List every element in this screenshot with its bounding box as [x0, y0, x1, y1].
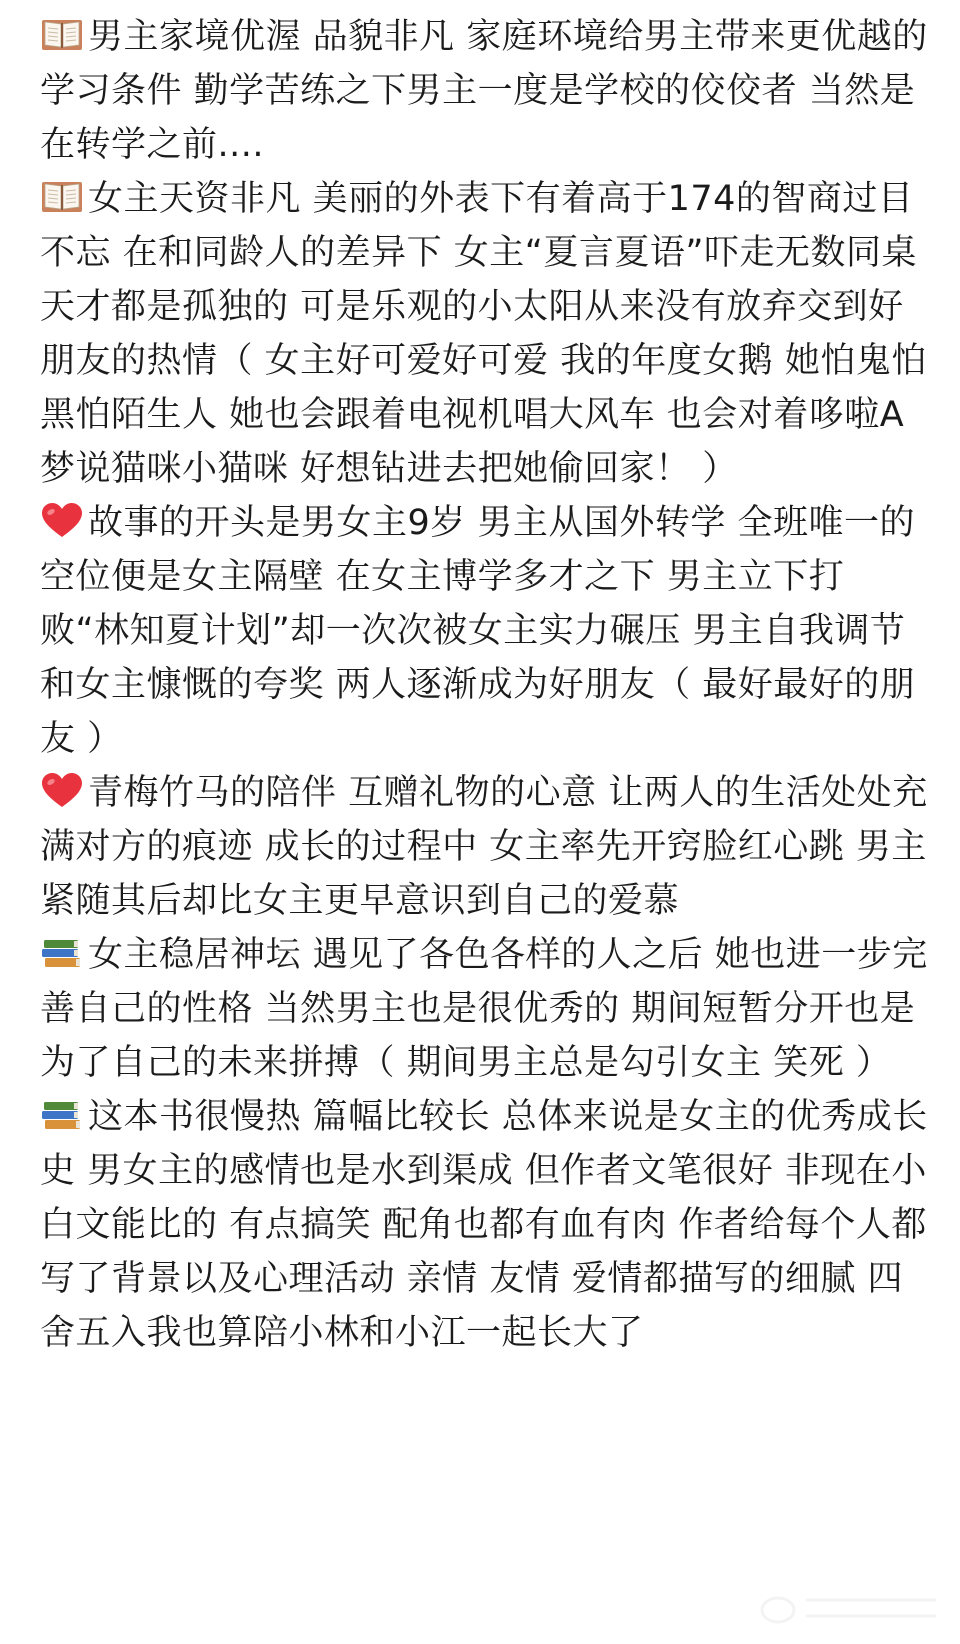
watermark-logo: [756, 1586, 946, 1630]
open-book-icon: [40, 178, 84, 216]
paragraph-text: 女主稳居神坛 遇见了各色各样的人之后 她也进一步完善自己的性格 当然男主也是很优秀的 期间短暂分开也是为了自己的未来拼搏（ 期间男主总是勾引女主 笑死 ）: [40, 935, 928, 1083]
red-heart-icon: [40, 772, 84, 810]
paragraph-4: [40, 766, 930, 928]
red-heart-icon: [40, 502, 84, 540]
paragraph-1: [40, 10, 930, 172]
paragraph-5: [40, 928, 930, 1090]
post-body: [40, 10, 930, 1360]
books-stack-icon: [40, 934, 84, 972]
paragraph-text: 青梅竹马的陪伴 互赠礼物的心意 让两人的生活处处充满对方的痕迹 成长的过程中 女主率先开窍脸红心跳 男主紧随其后却比女主更早意识到自己的爱慕: [40, 773, 928, 921]
paragraph-6: [40, 1090, 930, 1360]
paragraph-text: 女主天资非凡 美丽的外表下有着高于174的智商过目不忘 在和同龄人的差异下 女主“夏言夏语”吓走无数同桌 天才都是孤独的 可是乐观的小太阳从来没有放弃交到好朋友的热情（ 女主好可爱好可爱 我的年度女鹅 她怕鬼怕黑怕陌生人 她也会跟着电视机唱大风车 也会对着哆啦A梦说猫咪小猫咪 好想钻进去把她偷回家！ ）: [40, 179, 927, 489]
paragraph-text: 这本书很慢热 篇幅比较长 总体来说是女主的优秀成长史 男女主的感情也是水到渠成 但作者文笔很好 非现在小白文能比的 有点搞笑 配角也都有血有肉 作者给每个人都写了背景以及心理活动 亲情 友情 爱情都描写的细腻 四舍五入我也算陪小林和小江一起长大了: [40, 1097, 928, 1353]
paragraph-text: 故事的开头是男女主9岁 男主从国外转学 全班唯一的空位便是女主隔壁 在女主博学多才之下 男主立下打败“林知夏计划”却一次次被女主实力碾压 男主自我调节和女主慷慨的夸奖 两人逐渐成为好朋友（ 最好最好的朋友 ）: [40, 503, 916, 759]
paragraph-2: [40, 172, 930, 496]
open-book-icon: [40, 16, 84, 54]
paragraph-3: [40, 496, 930, 766]
paragraph-text: 男主家境优渥 品貌非凡 家庭环境给男主带来更优越的学习条件 勤学苦练之下男主一度是学校的佼佼者 当然是在转学之前....: [40, 17, 928, 165]
books-stack-icon: [40, 1096, 84, 1134]
